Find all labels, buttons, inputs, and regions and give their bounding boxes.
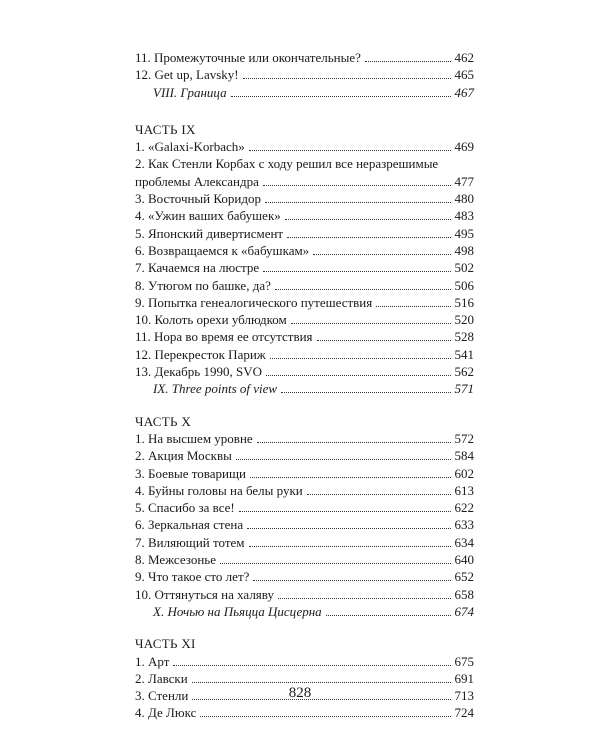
toc-entry bbox=[135, 346, 474, 363]
toc-entry-page: 584 bbox=[454, 448, 474, 464]
toc-entry bbox=[135, 568, 474, 585]
part-heading: ЧАСТЬ X bbox=[135, 413, 192, 429]
toc-entry-title: X. Ночью на Пьяцца Цисцерна bbox=[153, 603, 322, 619]
toc-entry bbox=[135, 190, 474, 207]
toc-entry-page: 691 bbox=[454, 670, 474, 686]
dot-leader bbox=[278, 598, 451, 599]
toc-entry bbox=[135, 66, 474, 83]
toc-entry-title: 10. Колоть орехи ублюдком bbox=[135, 312, 287, 328]
toc-entry bbox=[135, 138, 474, 155]
dot-leader bbox=[236, 459, 451, 460]
toc-entry-page: 633 bbox=[454, 517, 474, 533]
toc-entry-title: IX. Three points of view bbox=[153, 381, 278, 397]
toc-entry-page: 477 bbox=[454, 173, 474, 189]
toc-entry bbox=[135, 499, 474, 516]
toc-entry-page: 622 bbox=[454, 500, 474, 516]
dot-leader bbox=[253, 580, 450, 581]
dot-leader bbox=[249, 546, 451, 547]
dot-leader bbox=[317, 340, 451, 341]
toc-entry-title: 3. Стенли bbox=[135, 688, 189, 704]
toc-entry-page: 469 bbox=[454, 139, 474, 155]
toc-entry-page: 572 bbox=[454, 430, 474, 446]
toc-entry bbox=[135, 155, 474, 190]
toc-entry bbox=[135, 259, 474, 276]
toc-entry-page: 516 bbox=[454, 294, 474, 310]
toc-entry-title: 3. Боевые товарищи bbox=[135, 465, 246, 481]
toc-entry-page: 506 bbox=[454, 277, 474, 293]
toc-entry-title-continued: проблемы Александра bbox=[135, 173, 259, 189]
toc-entry bbox=[135, 534, 474, 551]
toc-entry-title: 2. Акция Москвы bbox=[135, 448, 232, 464]
toc-entry-title: 4. «Ужин ваших бабушек» bbox=[135, 208, 281, 224]
toc-entry bbox=[135, 207, 474, 224]
dot-leader bbox=[291, 323, 451, 324]
toc-entry-title: 4. Де Люкс bbox=[135, 705, 197, 721]
toc-entry bbox=[135, 516, 474, 533]
toc-interlude-entry bbox=[135, 603, 474, 620]
toc-entry-page: 562 bbox=[454, 364, 474, 380]
toc-entry-title: VIII. Граница bbox=[153, 84, 227, 100]
dot-leader bbox=[313, 254, 450, 255]
dot-leader bbox=[275, 289, 451, 290]
toc-entry-page: 465 bbox=[454, 67, 474, 83]
dot-leader bbox=[231, 96, 451, 97]
dot-leader bbox=[220, 563, 451, 564]
dot-leader bbox=[281, 392, 450, 393]
dot-leader bbox=[243, 78, 451, 79]
toc-entry-title: 7. Виляющий тотем bbox=[135, 534, 245, 550]
dot-leader bbox=[265, 202, 451, 203]
dot-leader bbox=[250, 477, 451, 478]
toc-entry-title: 6. Возвращаемся к «бабушкам» bbox=[135, 242, 310, 258]
toc-entry bbox=[135, 225, 474, 242]
toc-entry-page: 528 bbox=[454, 329, 474, 345]
toc-entry-page: 724 bbox=[454, 705, 474, 721]
toc-entry bbox=[135, 704, 474, 721]
dot-leader bbox=[263, 185, 451, 186]
toc-entry-page: 602 bbox=[454, 465, 474, 481]
dot-leader bbox=[200, 716, 450, 717]
toc-entry-page: 541 bbox=[454, 346, 474, 362]
dot-leader bbox=[307, 494, 451, 495]
toc-entry-page: 498 bbox=[454, 242, 474, 258]
toc-interlude-entry bbox=[135, 380, 474, 397]
toc-entry bbox=[135, 430, 474, 447]
toc-entry bbox=[135, 328, 474, 345]
toc-entry-page: 480 bbox=[454, 191, 474, 207]
dot-leader bbox=[376, 306, 450, 307]
toc-entry bbox=[135, 294, 474, 311]
toc-entry bbox=[135, 277, 474, 294]
table-of-contents bbox=[135, 49, 474, 722]
toc-entry-page: 674 bbox=[454, 603, 474, 619]
toc-entry-page: 520 bbox=[454, 312, 474, 328]
toc-entry-title: 5. Японский дивертисмент bbox=[135, 225, 284, 241]
dot-leader bbox=[173, 665, 450, 666]
toc-entry-title: 1. На высшем уровне bbox=[135, 430, 253, 446]
toc-entry-title: 1. Арт bbox=[135, 653, 170, 669]
toc-entry-title: 7. Качаемся на люстре bbox=[135, 260, 260, 276]
toc-entry-title: 12. Get up, Lavsky! bbox=[135, 67, 239, 83]
toc-entry-page: 467 bbox=[454, 84, 474, 100]
toc-entry-title: 1. «Galaxi-Korbach» bbox=[135, 139, 245, 155]
toc-entry-title: 6. Зеркальная стена bbox=[135, 517, 244, 533]
toc-interlude-entry bbox=[135, 84, 474, 101]
toc-entry-page: 571 bbox=[454, 381, 474, 397]
toc-entry-title: 9. Попытка генеалогического путешествия bbox=[135, 294, 373, 310]
toc-entry-page: 495 bbox=[454, 225, 474, 241]
dot-leader bbox=[239, 511, 451, 512]
toc-entry-title: 8. Утюгом по башке, да? bbox=[135, 277, 271, 293]
toc-entry-title: 13. Декабрь 1990, SVO bbox=[135, 364, 262, 380]
toc-entry-title: 11. Нора во время ее отсутствия bbox=[135, 329, 313, 345]
toc-entry bbox=[135, 465, 474, 482]
page-number: 828 bbox=[288, 685, 312, 701]
toc-entry-title: 12. Перекресток Париж bbox=[135, 346, 266, 362]
toc-entry-page: 613 bbox=[454, 482, 474, 498]
toc-entry bbox=[135, 653, 474, 670]
part-heading: ЧАСТЬ IX bbox=[135, 121, 196, 137]
toc-entry bbox=[135, 586, 474, 603]
toc-entry bbox=[135, 447, 474, 464]
toc-entry bbox=[135, 311, 474, 328]
toc-entry bbox=[135, 363, 474, 380]
toc-entry-page: 675 bbox=[454, 653, 474, 669]
toc-entry-title: 4. Буйны головы на белы руки bbox=[135, 482, 303, 498]
dot-leader bbox=[247, 528, 450, 529]
dot-leader bbox=[263, 271, 450, 272]
toc-entry-page: 634 bbox=[454, 534, 474, 550]
toc-entry-page: 462 bbox=[454, 50, 474, 65]
toc-entry bbox=[135, 482, 474, 499]
toc-entry bbox=[135, 551, 474, 568]
part-heading: ЧАСТЬ XI bbox=[135, 636, 196, 652]
toc-entry-title: 11. Промежуточные или окончательные? bbox=[135, 50, 361, 65]
dot-leader bbox=[266, 375, 451, 376]
dot-leader bbox=[287, 237, 450, 238]
toc-entry bbox=[135, 242, 474, 259]
toc-entry-title: 9. Что такое сто лет? bbox=[135, 569, 250, 585]
toc-entry-page: 502 bbox=[454, 260, 474, 276]
toc-entry-page: 713 bbox=[454, 688, 474, 704]
dot-leader bbox=[257, 442, 451, 443]
dot-leader bbox=[365, 61, 451, 62]
toc-entry-title: 8. Межсезонье bbox=[135, 552, 216, 568]
toc-entry-title: 3. Восточный Коридор bbox=[135, 191, 261, 207]
toc-entry-title: 2. Как Стенли Корбах с ходу решил все неразрешимые bbox=[135, 156, 439, 172]
dot-leader bbox=[270, 358, 451, 359]
toc-entry-title: 2. Лавски bbox=[135, 670, 188, 686]
toc-entry-title: 5. Спасибо за все! bbox=[135, 500, 235, 516]
toc-entry-page: 640 bbox=[454, 552, 474, 568]
dot-leader bbox=[192, 682, 451, 683]
dot-leader bbox=[285, 219, 451, 220]
toc-entry-page: 652 bbox=[454, 569, 474, 585]
toc-entry-page: 483 bbox=[454, 208, 474, 224]
toc-entry bbox=[135, 49, 474, 66]
dot-leader bbox=[326, 615, 451, 616]
toc-entry-title: 10. Оттянуться на халяву bbox=[135, 586, 274, 602]
toc-entry-page: 658 bbox=[454, 586, 474, 602]
dot-leader bbox=[249, 150, 451, 151]
